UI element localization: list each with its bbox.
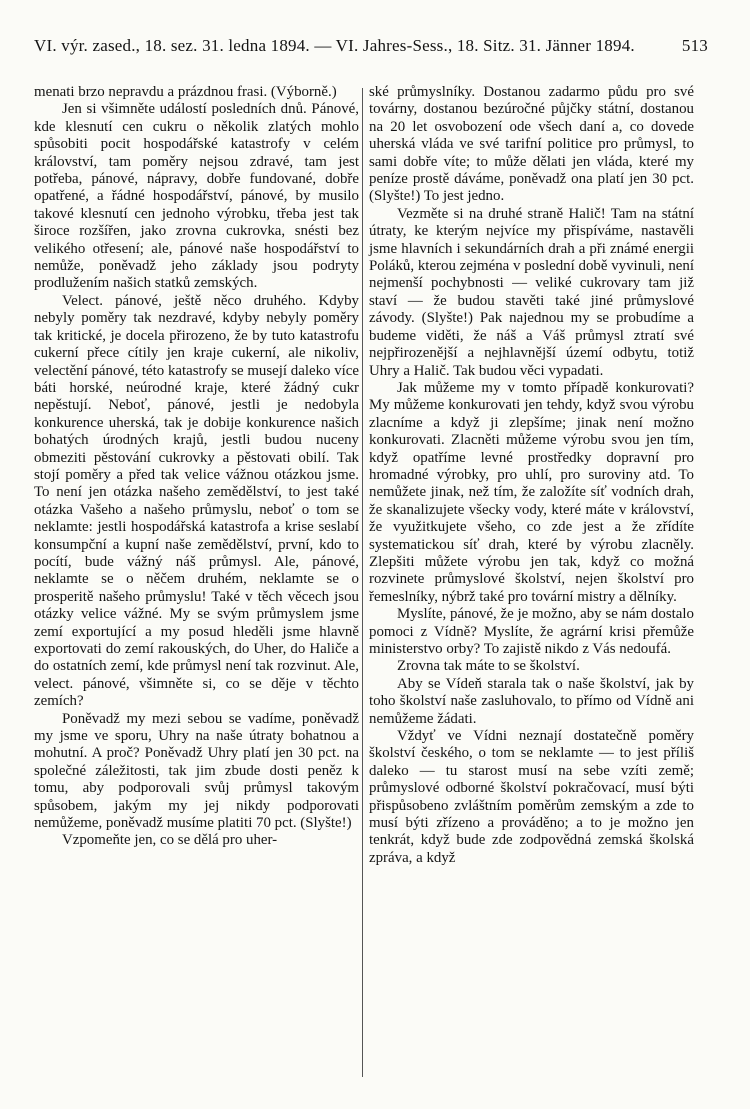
- left-column: [34, 84, 359, 850]
- paragraph: Aby se Vídeň starala tak o naše školství, jak by toho školství naše zasluhovalo, to přímo od Vídně ani nemůžeme žádati.: [369, 675, 694, 727]
- column-divider: [362, 88, 363, 1077]
- paragraph: Poněvadž my mezi sebou se vadíme, poněvadž my jsme ve sporu, Uhry na naše útraty bohatnou a mohutní. A proč? Poněvadž Uhry platí jen 30 pct. na společné záležitosti, tak jim zbude dosti peněz k tomu, aby podporovali svůj průmysl takovým spůsobem, jakým my jej nikdy podporovati nemůžeme, poněvadž musíme platiti 70 pct. (Slyšte!): [34, 710, 359, 832]
- paragraph: Jak můžeme my v tomto případě konkurovati? My můžeme konkurovati jen tehdy, když svou výrobu zlacníme a když ji zlepšíme; jinak není možno konkurovati. Zlacněti můžeme výrobu svou jen tím, když opatříme levné prostředky dopravní pro hromadné výrobky, pro uhlí, pro suroviny atd. To nemůžete jinak, než tím, že založíte síť vodních drah, že skanalizujete všecky vody, které máte v království, že využitkujete všeho, co zde jest a že zřídíte systematickou síť drah, které by výrobu zlacněly. Zlepšiti můžete výrobu jen tak, když co možná rozvinete průmyslové školství, nejen školství pro řemeslníky, nýbrž také pro tovární mistry a dělníky.: [369, 379, 694, 605]
- paragraph: Myslíte, pánové, že je možno, aby se nám dostalo pomoci z Vídně? Myslíte, že agrární krisi přemůže ministerstvo orby? To zajistě nikdo z Vás nedoufá.: [369, 606, 694, 657]
- paragraph: Velect. pánové, ještě něco druhého. Kdyby nebyly poměry tak nezdravé, kdyby nebyly poměry tak kritické, je docela přirozeno, že by tuto katastrofu cukerní přece cítily jen kraje cukerní, ale nikoliv, velectění pánové, této katastrofy se musejí daleko více báti horské, neúrodné kraje, které žádný cukr nepěstují. Neboť, pánové, jestli je nedobyla konkurence uherská, tak je dobije konkurence našich bohatých úrodných krajů, jestli budou nuceny obmeziti pěstování cukrovky a pěstovati obilí. Tak stojí poměry a před tak velice vážnou otázkou jsme. To není jen otázka našeho zemědělství, to jest také otázka Vašeho a našeho průmyslu, neboť o tom se neklamte: jestli hospodářská katastrofa a krise seslabí konsumpční a kupní naše zemědělství, první, kdo to pocítí, bude vážný náš průmysl. Ale, pánové, neklamte se o něčem druhém, neklamte se o prosperitě našeho průmyslu! Také v těch věcech jsou otázky velice vážné. My se svým průmyslem jsme zemí exportující a my posud hleděli jsme hlavně exportovati do zemí rakouských, do Uher, do Haliče a do ostatních zemí, kde průmysl není tak rozvinut. Ale, velect. pánové, všimněte si, co se děje v těchto zemích?: [34, 292, 359, 710]
- page-number: 513: [681, 36, 708, 55]
- paragraph: menati brzo nepravdu a prázdnou frasi. (Výborně.): [34, 84, 337, 100]
- paragraph: ské průmyslníky. Dostanou zadarmo půdu pro své továrny, dostanou bezúročné půjčky státní, dostanou na 20 let osvobození ode všech daní a, co dovede uherská vláda ve své tarifní politice pro průmysl, to sami dobře víte; to může dělati jen vláda, které my peníze prostě dáváme, poněvadž ona platí jen 30 pct. (Slyšte!) To jest jedno.: [369, 84, 694, 205]
- paragraph: Vždyť ve Vídni neznají dostatečně poměry školství českého, o tom se neklamte — to jest příliš daleko — tu starost musí na sebe vzíti země; průmyslové odborné školství pokračovací, musí býti přispůsobeno zvláštním poměrům zemským a zde to musí býti zřízeno a prováděno; a to je možno jen tenkrát, když bude zde zodpovědná zemská školská zpráva, a když: [369, 728, 694, 866]
- right-column: [369, 84, 694, 867]
- running-head: VI. výr. zased., 18. sez. 31. ledna 1894. — VI. Jahres-Sess., 18. Sitz. 31. Jänner 1894.: [34, 36, 635, 55]
- paragraph: Zrovna tak máte to se školství.: [397, 658, 580, 675]
- paragraph: Vezměte si na druhé straně Halič! Tam na státní útraty, ke kterým nejvíce my přispíváme, nastavěli jsme hlavních i sekundárních drah a při známé energii Poláků, kterou zejména v poslední době vyvinuli, není nejmenší pochybnosti — veliké cukrovary tam již staví — že budou stavěti také jiné průmyslové závody. (Slyšte!) Pak najednou my se probudíme a budeme viděti, že náš a Váš průmysl ztratí své nejpřirozenější a nejhlavnější území odbytu, totiž Uhry a Halič. Tak budou věci vypadati.: [369, 205, 694, 379]
- paragraph: Jen si všimněte událostí posledních dnů. Pánové, kde klesnutí cen cukru o několik zlatých mohlo spůsobiti pocit hospodářské katastrofy v celém království, tam poměry nejsou zdravé, tam jest potřeba, pánové, nápravy, dobře fundované, dobře opatřené, a řádné hospodářství, pánové, by musilo takové klesnutí cen jednoho výrobku, třeba jest tak široce rozšířen, jako zrovna cukrovka, snésti bez velikého otřesení; ale, pánové naše hospodářství to nemůže, poněvadž jeho základy jsou podryty prodlužením našich statků zemských.: [34, 101, 359, 292]
- page-header: [34, 36, 708, 60]
- paragraph: Vzpomeňte jen, co se dělá pro uher-: [62, 832, 278, 849]
